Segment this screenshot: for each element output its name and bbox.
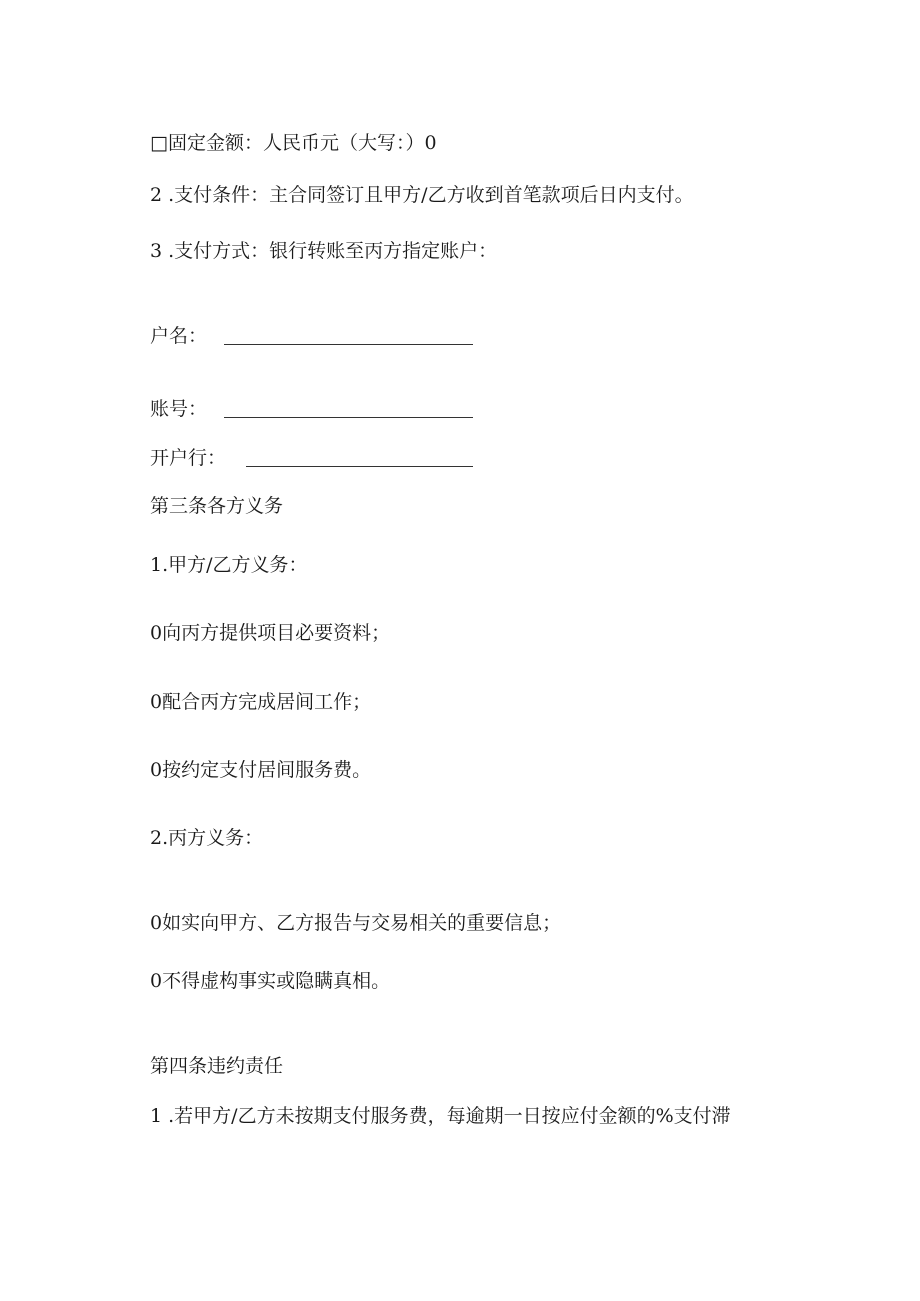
party-c-item: 0如实向甲方、乙方报告与交易相关的重要信息；	[150, 912, 562, 934]
account-number-label: 账号：	[150, 398, 208, 420]
account-name-blank	[224, 344, 473, 345]
payment-method-line: 3 .支付方式：银行转账至丙方指定账户：	[150, 240, 498, 262]
payment-condition-line: 2 .支付条件：主合同签订且甲方/乙方收到首笔款项后日内支付。	[150, 184, 694, 206]
party-c-item: 0不得虚构事实或隐瞒真相。	[150, 970, 391, 992]
party-ab-item: 0配合丙方完成居间工作；	[150, 691, 372, 713]
party-ab-item: 0按约定支付居间服务费。	[150, 759, 372, 781]
article3-title: 第三条各方义务	[150, 495, 284, 517]
fixed-amount-line: □固定金额：人民币元（大写：）0	[150, 132, 437, 154]
party-ab-heading: 1.甲方/乙方义务：	[150, 554, 308, 576]
party-c-heading: 2.丙方义务：	[150, 827, 264, 849]
account-number-blank	[224, 417, 473, 418]
account-name-label: 户名：	[150, 325, 208, 347]
article4-clause1: 1 .若甲方/乙方未按期支付服务费，每逾期一日按应付金额的%支付滞	[150, 1105, 731, 1127]
bank-label: 开户行：	[150, 447, 227, 469]
article4-title: 第四条违约责任	[150, 1055, 284, 1077]
party-ab-item: 0向丙方提供项目必要资料；	[150, 622, 391, 644]
bank-blank	[246, 466, 473, 467]
